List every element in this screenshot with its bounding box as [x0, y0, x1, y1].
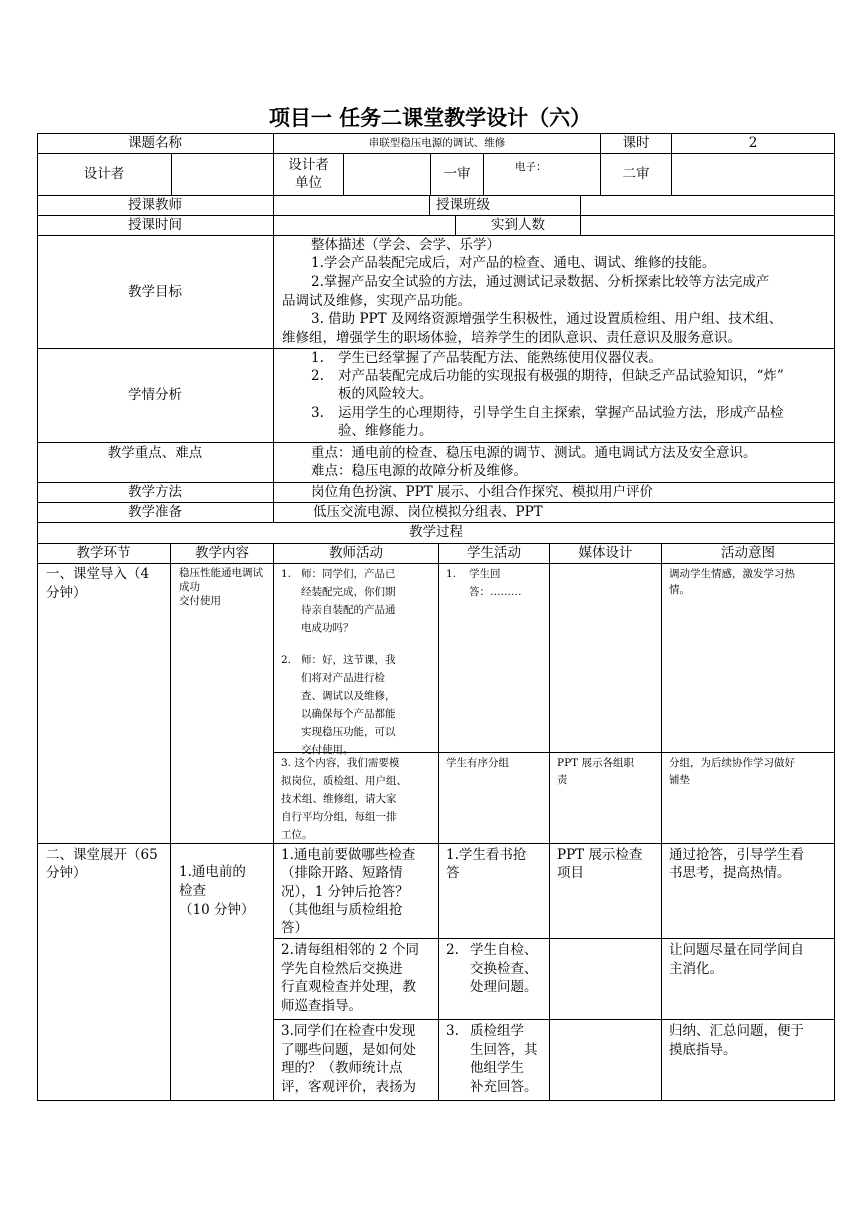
- teacher-activity-line: 以确保每个产品都能: [301, 708, 396, 720]
- intent-line: 调动学生情感，激发学习热: [669, 568, 795, 580]
- teacher-activity-line: 拟岗位，质检组、用户组、: [281, 775, 407, 787]
- student-activity-line: 1.学生看书抢: [446, 847, 527, 863]
- intent-line: 铺垫: [669, 774, 690, 786]
- teacher-activity-line: 了哪些问题，是如何处: [281, 1042, 416, 1058]
- lesson-name-label: 课题名称: [128, 135, 182, 151]
- teacher-activity-line: 师：同学们，产品已: [301, 568, 396, 580]
- teacher-activity-line: （排除开路、短路情: [281, 865, 403, 881]
- class-label: 授课班级: [436, 197, 490, 213]
- teacher-activity-line: 技术组、维修组，请大家: [281, 793, 397, 805]
- column-header: 教学内容: [195, 545, 249, 561]
- analysis-line: 运用学生的心理期待，引导学生自主探索，掌握产品试验方法，形成产品检: [338, 405, 784, 421]
- lesson-name-value: 串联型稳压电源的调试、维修: [368, 137, 506, 149]
- teacher-activity-line: 工位。: [281, 829, 313, 841]
- teacher-activity-line: 交付使用。: [301, 744, 354, 756]
- goals-line: 品调试及维修，实现产品功能。: [282, 293, 471, 309]
- teacher-activity-line: 评，客观评价，表扬为: [281, 1079, 416, 1095]
- teacher-activity-line: 1.通电前要做哪些检查: [281, 847, 416, 863]
- analysis-line: 验、维修能力。: [338, 423, 433, 439]
- teacher-activity-num: 1.: [281, 568, 292, 580]
- student-activity-line: 答: [446, 865, 460, 881]
- intent-line: 分组，为后续协作学习做好: [669, 757, 795, 769]
- key-points-difficult: 难点：稳压电源的故障分析及维修。: [311, 463, 527, 479]
- hours-value: 2: [748, 135, 758, 151]
- key-points-key: 重点：通电前的检查、稳压电源的调节、测试。通电调试方法及安全意识。: [311, 445, 757, 461]
- intent-line: 摸底指导。: [669, 1042, 737, 1058]
- intent-line: 归纳、汇总问题，便于: [669, 1023, 804, 1039]
- goals-line: 整体描述（学会、会学、乐学）: [311, 237, 500, 253]
- stage-content: 检查: [179, 883, 206, 899]
- goals-line: 2.掌握产品安全试验的方法，通过测试记录数据、分析探索比较等方法完成产: [311, 274, 770, 290]
- student-activity-line: 质检组学: [470, 1023, 524, 1039]
- analysis-num: 3.: [311, 405, 324, 421]
- teacher-activity-line: 自行平均分组，每组一排: [281, 811, 397, 823]
- goals-line: 1.学会产品装配完成后，对产品的检查、通电、调试、维修的技能。: [311, 255, 716, 271]
- teacher-activity-line: 师巡查指导。: [281, 998, 362, 1014]
- goals-line: 维修组，增强学生的职场体验，培养学生的团队意识、责任意识及服务意识。: [282, 330, 741, 346]
- teacher-label: 授课教师: [128, 197, 182, 213]
- attendance-label: 实到人数: [491, 217, 545, 233]
- intent-line: 情。: [669, 584, 690, 596]
- hours-label: 课时: [622, 135, 650, 151]
- media-line: 责: [557, 774, 568, 786]
- media-line: PPT 展示检查: [557, 847, 643, 863]
- intent-line: 让问题尽量在同学间自: [669, 942, 804, 958]
- analysis-line: 板的风险较大。: [338, 386, 433, 402]
- teacher-activity-line: 电成功吗？: [301, 622, 354, 634]
- student-activity-line: 生回答，其: [470, 1042, 538, 1058]
- teacher-activity-line: （其他组与质检组抢: [281, 902, 403, 918]
- designer-unit-label: 设计者 单位: [288, 157, 329, 191]
- student-activity-line: 学生自检、: [470, 942, 538, 958]
- teacher-activity-line: 答）: [281, 920, 308, 936]
- teacher-activity-line: 3.同学们在检查中发现: [281, 1023, 416, 1039]
- intent-line: 主消化。: [669, 961, 723, 977]
- teacher-activity-line: 们将对产品进行检: [301, 672, 385, 684]
- student-activity-line: 学生回: [469, 568, 501, 580]
- teacher-activity-line: 行直观检查并处理，教: [281, 979, 416, 995]
- method-value: 岗位角色扮演、PPT 展示、小组合作探究、模拟用户评价: [311, 484, 653, 500]
- teacher-activity-num: 2.: [281, 654, 292, 666]
- teacher-activity-line: 实现稳压功能，可以: [301, 726, 396, 738]
- goals-label: 教学目标: [128, 284, 182, 300]
- media-line: PPT 展示各组职: [557, 757, 634, 769]
- column-header: 教学环节: [76, 545, 131, 561]
- intent-line: 通过抢答，引导学生看: [669, 847, 804, 863]
- designer-label: 设计者: [83, 166, 125, 182]
- column-header: 活动意图: [721, 545, 775, 561]
- analysis-num: 1.: [311, 350, 324, 366]
- stage-name: 分钟）: [46, 865, 87, 881]
- student-activity-line: 他组学生: [470, 1060, 524, 1076]
- analysis-line: 对产品装配完成后功能的实现报有极强的期待，但缺乏产品试验知识，“炸”: [338, 368, 784, 384]
- stage-content: 1.通电前的: [179, 864, 246, 880]
- teacher-activity-line: 理的？（教师统计点: [281, 1060, 403, 1076]
- analysis-num: 2.: [311, 368, 324, 384]
- stage-content: 稳压性能通电调试: [179, 567, 263, 579]
- stage-name: 二、课堂展开（65: [46, 847, 158, 863]
- time-label: 授课时间: [128, 217, 182, 233]
- first-review-label: 一审: [443, 166, 471, 182]
- analysis-line: 学生已经掌握了产品装配方法、能熟练使用仪器仪表。: [338, 350, 662, 366]
- stage-content: 交付使用: [179, 595, 221, 607]
- student-activity-num: 3.: [446, 1023, 459, 1039]
- student-activity-line: 补充回答。: [470, 1079, 538, 1095]
- teacher-activity-line: 经装配完成，你们期: [301, 586, 396, 598]
- analysis-label: 学情分析: [128, 387, 182, 403]
- student-activity-line: 学生有序分组: [446, 757, 509, 769]
- teacher-activity-line: 况），1 分钟后抢答？: [281, 884, 409, 900]
- page-title: 项目一 任务二课堂教学设计（六）: [268, 106, 592, 130]
- prep-value: 低压交流电源、岗位模拟分组表、PPT: [313, 504, 543, 520]
- student-activity-num: 2.: [446, 942, 459, 958]
- media-line: 项目: [557, 865, 584, 881]
- column-header: 学生活动: [467, 545, 521, 561]
- stage-name: 分钟）: [46, 585, 87, 601]
- student-activity-line: 处理问题。: [470, 979, 538, 995]
- teacher-activity-line: 2.请每组相邻的 2 个同: [281, 942, 420, 958]
- stage-content: （10 分钟）: [179, 902, 255, 918]
- student-activity-line: 交换检查、: [470, 961, 538, 977]
- key-points-label: 教学重点、难点: [107, 445, 203, 461]
- teacher-activity-line: 3. 这个内容，我们需要模: [281, 757, 400, 769]
- second-review-label: 二审: [622, 166, 650, 182]
- goals-line: 3. 借助 PPT 及网络资源增强学生积极性，通过设置质检组、用户组、技术组、: [311, 311, 783, 327]
- student-activity-num: 1.: [446, 568, 457, 580]
- stage-content: 成功: [179, 581, 200, 593]
- teacher-activity-line: 待亲自装配的产品通: [301, 604, 396, 616]
- teacher-activity-line: 查、调试以及维修，: [301, 690, 396, 702]
- intent-line: 书思考，提高热情。: [669, 865, 791, 881]
- process-title: 教学过程: [409, 524, 463, 540]
- email-label: 电子：: [515, 161, 547, 173]
- stage-name: 一、课堂导入（4: [46, 566, 150, 582]
- prep-label: 教学准备: [128, 504, 182, 520]
- teacher-activity-line: 师：好，这节课，我: [301, 654, 396, 666]
- student-activity-line: 答：………: [469, 586, 522, 598]
- teacher-activity-line: 学先自检然后交换进: [281, 961, 403, 977]
- column-header: 教师活动: [329, 545, 383, 561]
- column-header: 媒体设计: [578, 545, 633, 561]
- method-label: 教学方法: [128, 484, 182, 500]
- lesson-plan-table: [37, 133, 835, 1101]
